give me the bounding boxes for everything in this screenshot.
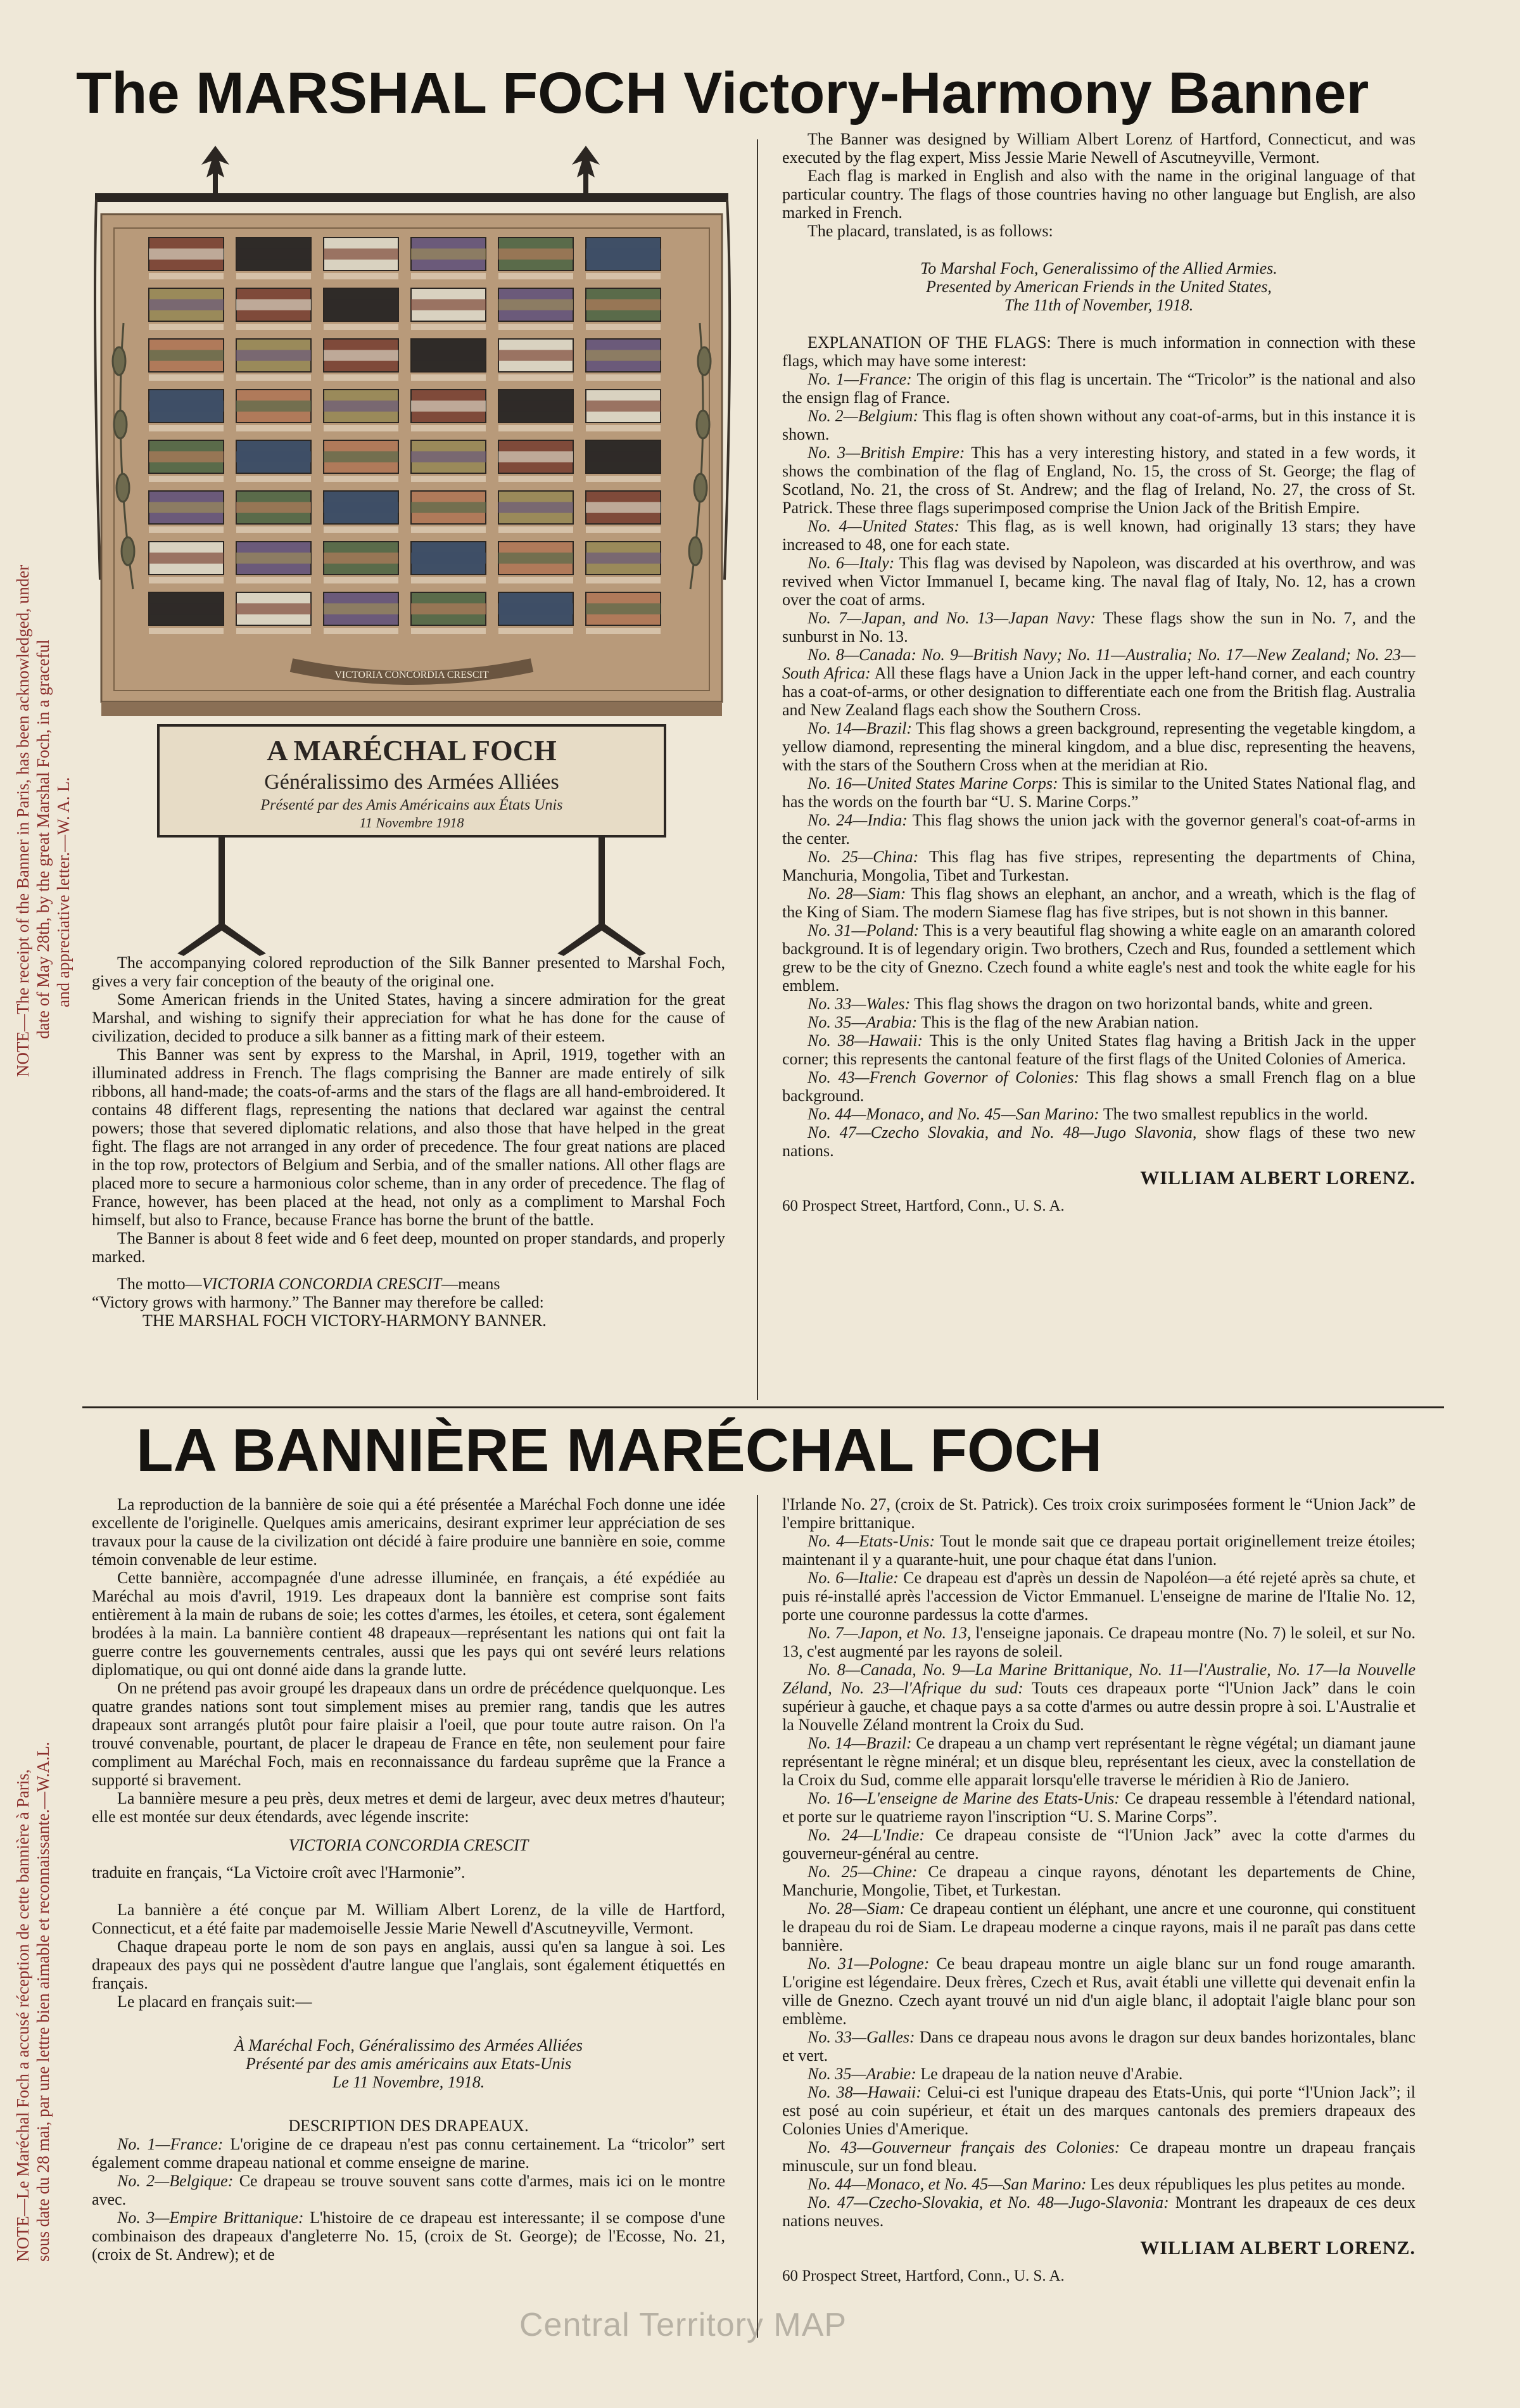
flag-entry-label: No. 16—United States Marine Corps: bbox=[808, 774, 1058, 793]
flag-stripe bbox=[498, 502, 573, 513]
flag-entry bbox=[782, 1734, 1416, 1789]
english-flag-list bbox=[782, 370, 1416, 1160]
flag-label-strip bbox=[324, 628, 398, 634]
flag-label-strip bbox=[586, 628, 661, 634]
flag-stripe bbox=[498, 248, 573, 259]
flag-entry-text: Ce drapeau consiste de “l'Union Jack” avec la cotte d'armes du gouverneur-général au centre. bbox=[782, 1826, 1416, 1863]
flag-label-strip bbox=[498, 425, 573, 431]
flag-entry bbox=[782, 2138, 1416, 2175]
flag-label-strip bbox=[236, 628, 311, 634]
flag-entry bbox=[782, 1863, 1416, 1899]
flag-entry-text: Ce drapeau montre un drapeau français minuscule, sur un fond bleau. bbox=[782, 2138, 1416, 2175]
paragraph: Le placard en français suit:— bbox=[117, 1992, 312, 2011]
flag-label-strip bbox=[236, 425, 311, 431]
flag-entry bbox=[782, 2028, 1416, 2065]
flag-entry bbox=[782, 407, 1416, 443]
flag-entry-label: No. 33—Galles: bbox=[808, 2028, 915, 2046]
flag-entry-text: This flag shows a green background, representing the vegetable kingdom, a yellow diamond, representing the mineral kingdom, and a blue disc, representing the heavens, with the stars of the Southern Cross when at the meridian at Rio. bbox=[782, 719, 1416, 774]
flag-label-strip bbox=[236, 476, 311, 482]
flag-stripe bbox=[324, 603, 398, 614]
flag-entry-text: This flag is often shown without any coat-of-arms, but in this instance it is shown. bbox=[782, 407, 1416, 443]
address: 60 Prospect Street, Hartford, Conn., U. S. A. bbox=[782, 2267, 1065, 2284]
paragraph: La bannière mesure a peu près, deux metres et demi de largeur, avec deux metres d'hauteur; elle est montée sur deux étendards, avec légende inscrite: bbox=[92, 1789, 725, 1826]
flag-entry-text: Tout le monde sait que ce drapeau portait originellement treize étoiles; maintenant il y a quarante-huit, une pour chaque état dans l'union. bbox=[782, 1532, 1416, 1569]
flag-entry-label: No. 43—French Governor of Colonies: bbox=[808, 1068, 1080, 1086]
flag-stripe bbox=[498, 451, 573, 462]
flag-stripe bbox=[498, 400, 573, 411]
flag-label-strip bbox=[586, 324, 661, 330]
paragraph: The Banner was designed by William Albert Lorenz of Hartford, Connecticut, and was executed by the flag expert, Miss Jessie Marie Newell of Ascutneyville, Vermont. bbox=[782, 130, 1416, 167]
flag-entry bbox=[782, 2065, 1416, 2083]
flag-entry bbox=[782, 1068, 1416, 1105]
flag-stripe bbox=[586, 299, 661, 310]
flag-entry-label: No. 2—Belgique: bbox=[117, 2172, 234, 2190]
placard-translation: The 11th of November, 1918. bbox=[1004, 296, 1194, 314]
motto: VICTORIA CONCORDIA CRESCIT bbox=[288, 1836, 529, 1854]
flag-stripe bbox=[236, 451, 311, 462]
flag-stripe bbox=[149, 502, 224, 513]
paragraph: The Banner is about 8 feet wide and 6 feet deep, mounted on proper standards, and properly marked. bbox=[92, 1229, 725, 1266]
flag-entry-label: No. 7—Japan, and No. 13—Japan Navy: bbox=[808, 609, 1096, 627]
flag-entry-label: No. 2—Belgium: bbox=[808, 407, 919, 425]
flag-entry bbox=[782, 1789, 1416, 1826]
flag-label-strip bbox=[586, 476, 661, 482]
eagle-finial-icon bbox=[201, 146, 229, 194]
flag-label-strip bbox=[498, 476, 573, 482]
flag-entry-label: No. 47—Czecho Slovakia, and No. 48—Jugo Slavonia, bbox=[808, 1123, 1197, 1142]
flag-label-strip bbox=[149, 577, 224, 583]
paragraph: Some American friends in the United States, having a sincere admiration for the great Marshal, and wishing to signify their appreciation for what he has done for the cause of civilization, decided to produce a silk banner as a fitting mark of their esteem. bbox=[92, 990, 725, 1045]
placard-translation: Présenté par des amis américains aux Etats-Unis bbox=[245, 2054, 572, 2073]
flag-entry bbox=[782, 719, 1416, 774]
flag-label-strip bbox=[149, 526, 224, 533]
flag-stripe bbox=[498, 299, 573, 310]
paragraph: Cette bannière, accompagnée d'une adresse illuminée, en français, a été expédiée au Maréchal au mois d'avril, 1919. Les drapeaux dont la bannière est comprise sont faits entièrement à la main de rubans de soie; les cottes d'armes, les étoiles, et cetera, sont également brodées à la main. La bannière contient 48 drapeaux—représentant les nations qui ont fait la guerre contre les gouvernements centrales, aussi que les pays qui ont sevéré leurs relations diplomatique, ou qui ont donné aide dans la grande lutte. bbox=[92, 1569, 725, 1679]
banner-illustration bbox=[82, 133, 741, 957]
motto-line: “Victory grows with harmony.” The Banner may therefore be called: bbox=[92, 1293, 544, 1311]
explanation-heading: EXPLANATION OF THE FLAGS: There is much information in connection with these flags, which may have some interest: bbox=[782, 333, 1416, 370]
column-divider bbox=[757, 139, 758, 1400]
flag-label-strip bbox=[586, 374, 661, 381]
french-left-column bbox=[92, 1495, 725, 2264]
english-left-column bbox=[92, 953, 725, 1330]
flag-stripe bbox=[324, 400, 398, 411]
flag-entry-label: No. 16—L'enseigne de Marine des Etats-Unis: bbox=[808, 1789, 1120, 1807]
english-right-column bbox=[782, 130, 1416, 1215]
flag-stripe bbox=[324, 350, 398, 360]
flag-entry bbox=[782, 2083, 1416, 2138]
flag-label-strip bbox=[149, 324, 224, 330]
flag-entry-text: This is the flag of the new Arabian nation. bbox=[921, 1013, 1199, 1031]
flag-label-strip bbox=[411, 628, 486, 634]
flag-stripe bbox=[586, 451, 661, 462]
flag-entry bbox=[782, 1105, 1416, 1123]
flag-label-strip bbox=[236, 577, 311, 583]
flag-entry-label: No. 14—Brazil: bbox=[808, 719, 912, 737]
flag-stripe bbox=[236, 552, 311, 563]
flag-entry bbox=[782, 1013, 1416, 1031]
placard-line: Généralissimo des Armées Alliées bbox=[264, 770, 559, 794]
note-line: NOTE—Le Maréchal Foch a accusé réception de cette bannière à Paris, bbox=[13, 1769, 32, 2262]
section-divider bbox=[82, 1406, 1444, 1408]
flag-entry-text: This has a very interesting history, and stated in a few words, it shows the combination of the flag of England, No. 15, the cross of St. George; the flag of Scotland, No. 21, the cross of St. Andrew; and the flag of Ireland, No. 27, the cross of St. Patrick. These three flags superimposed comprise the Union Jack of the British Empire. bbox=[782, 443, 1416, 517]
flag-entry-text: Touts ces drapeaux porte “l'Union Jack” dans le coin supérieur à gauche, et chaque pays a sa cotte d'armes ou autre dessin propre à soi. L'Australie et la Nouvelle Zéland montrent la Croix du Sud. bbox=[782, 1679, 1416, 1734]
banner-pole bbox=[95, 193, 728, 202]
flag-entry-label: No. 31—Poland: bbox=[808, 921, 920, 940]
flag-stripe bbox=[586, 248, 661, 259]
flag-stripe bbox=[324, 502, 398, 513]
banner-fringe bbox=[101, 702, 722, 716]
paragraph: The placard, translated, is as follows: bbox=[808, 222, 1053, 240]
flag-entry-text: Montrant les drapeaux de ces deux nations neuves. bbox=[782, 2193, 1416, 2230]
flag-stripe bbox=[149, 400, 224, 411]
flag-stripe bbox=[411, 451, 486, 462]
flag-stripe bbox=[149, 603, 224, 614]
flag-stripe bbox=[236, 248, 311, 259]
address: 60 Prospect Street, Hartford, Conn., U. S. A. bbox=[782, 1197, 1065, 1214]
note-line: sous date du 28 mai, par une lettre bien aimable et reconnaissante.—W.A.L. bbox=[34, 1742, 53, 2262]
flag-entry-text: l'enseigne japonais. Ce drapeau montre (No. 7) le soleil, et sur No. 13, c'est augmenté par les rayons de soleil. bbox=[782, 1624, 1416, 1660]
english-margin-note bbox=[13, 565, 73, 1077]
motto-line: THE MARSHAL FOCH VICTORY-HARMONY BANNER. bbox=[142, 1311, 547, 1330]
flag-entry bbox=[782, 848, 1416, 884]
flag-entry-text: This is similar to the United States National flag, and has the words on the fourth bar “U. S. Marine Corps.” bbox=[782, 774, 1416, 811]
flag-label-strip bbox=[324, 374, 398, 381]
signature: WILLIAM ALBERT LORENZ. bbox=[1140, 2238, 1416, 2258]
paragraph: The accompanying colored reproduction of the Silk Banner presented to Marshal Foch, gives a very fair conception of the beauty of the original one. bbox=[92, 953, 725, 990]
flag-entry-label: No. 24—L'Indie: bbox=[808, 1826, 925, 1844]
flag-entry-label: No. 7—Japon, et No. 13, bbox=[808, 1624, 972, 1642]
paragraph: On ne prétend pas avoir groupé les drapeaux dans un ordre de précédence quelquonque. Les quatre grandes nations sont tout simplement mises au premier rang, tandis que les autres drapeaux sont arrangés plutôt pour faire plaisir a l'oeil, que pour toute autre raison. On l'a trouvé convenable, pourtant, de placer le drapeau de France en tête, non seulement pour faire compliment au Maréchal Foch, mais en reconnaissance du fardeau suprême que la France a supporté si bravement. bbox=[92, 1679, 725, 1789]
flag-stripe bbox=[586, 350, 661, 360]
flag-entry-text: L'origine de ce drapeau n'est pas connu certainement. La “tricolor” sert également comme drapeau national et comme enseigne de marine. bbox=[92, 2135, 726, 2172]
french-flag-list bbox=[92, 2135, 725, 2264]
flag-entry-text: Les deux républiques les plus petites au monde. bbox=[1091, 2175, 1405, 2193]
flag-entry-label: No. 14—Brazil: bbox=[808, 1734, 912, 1752]
flag-entry-label: No. 8—Canada: No. 9—British Navy; No. 11—Australia; No. 17—New Zealand; No. 23—South Africa: bbox=[782, 646, 1416, 682]
motto-band-text: VICTORIA CONCORDIA CRESCIT bbox=[334, 670, 489, 680]
flag-entry-label: No. 43—Gouverneur français des Colonies: bbox=[808, 2138, 1120, 2156]
flag-entry bbox=[782, 1569, 1416, 1624]
english-title: The MARSHAL FOCH Victory-Harmony Banner bbox=[76, 61, 1369, 125]
flag-entry bbox=[782, 517, 1416, 554]
flag-entry-text: Ce drapeau se trouve souvent sans cotte d'armes, mais ici on le montre avec. bbox=[92, 2172, 725, 2208]
flag-entry-text: Ce drapeau a cinque rayons, dénotant les departements de Chine, Manchurie, Mongolie, Tibet, et Turkestan. bbox=[782, 1863, 1416, 1899]
flag-entry-text: Ce beau drapeau montre un aigle blanc sur un fond rouge amaranth. L'origine est légendaire. Deux frères, Czech et Rus, avait établi une villette qui devenait enfin la ville de Gnezno. Czech ayant trouvé un nid d'un aigle blanc, il adoptait l'aigle blanc pour son emblème. bbox=[782, 1954, 1416, 2028]
flag-label-strip bbox=[498, 273, 573, 279]
description-heading: DESCRIPTION DES DRAPEAUX. bbox=[288, 2117, 529, 2135]
flag-entry bbox=[782, 884, 1416, 921]
flag-stripe bbox=[149, 552, 224, 563]
flag-label-strip bbox=[498, 324, 573, 330]
flag-entry bbox=[782, 2193, 1416, 2230]
french-flag-list bbox=[782, 1532, 1416, 2230]
flag-entry bbox=[782, 1123, 1416, 1160]
flag-entry-label: No. 47—Czecho-Slovakia, et No. 48—Jugo-Slavonia: bbox=[808, 2193, 1169, 2212]
french-title: LA BANNIÈRE MARÉCHAL FOCH bbox=[136, 1417, 1103, 1484]
flag-label-strip bbox=[324, 324, 398, 330]
eagle-finial-icon bbox=[572, 146, 600, 194]
flag-stripe bbox=[324, 299, 398, 310]
flag-entry-label: No. 4—United States: bbox=[808, 517, 960, 535]
flag-label-strip bbox=[324, 577, 398, 583]
flag-stripe bbox=[324, 552, 398, 563]
flag-entry-text: This flag shows an elephant, an anchor, and a wreath, which is the flag of the King of Siam. The modern Siamese flag has five stripes, but is not shown in this banner. bbox=[782, 884, 1416, 921]
flag-label-strip bbox=[236, 526, 311, 533]
flag-label-strip bbox=[411, 526, 486, 533]
note-line: and appreciative letter.—W. A. L. bbox=[54, 777, 73, 1007]
flag-entry-text: Ce drapeau a un champ vert représentant le règne végétal; un diamant jaune représentant le règne minéral; et un disque bleu, représentant les cieux, avec la constellation de la Croix du Sud, comme elle apparait lorsqu'elle traverse le méridien à Rio de Janiero. bbox=[782, 1734, 1416, 1789]
flag-label-strip bbox=[324, 526, 398, 533]
flag-entry-text: This flag shows the dragon on two horizontal bands, white and green. bbox=[914, 995, 1373, 1013]
motto-line: The motto—VICTORIA CONCORDIA CRESCIT—means bbox=[117, 1275, 500, 1293]
paragraph: La reproduction de la bannière de soie qui a été présentée a Maréchal Foch donne une idée excellente de l'originelle. Quelques amis americains, desirant exprimer leur appréciation de ses travaux pour la cause de la civilization ont décidé à faire produire une bannière en soie, comme témoin convenable de leur estime. bbox=[92, 1495, 725, 1569]
flag-entry bbox=[92, 2135, 725, 2172]
flag-label-strip bbox=[324, 425, 398, 431]
flag-label-strip bbox=[586, 425, 661, 431]
paragraph: Each flag is marked in English and also with the name in the original language of that particular country. The flags of those countries having no other language but English, are also marked in French. bbox=[782, 167, 1416, 222]
flag-entry-label: No. 44—Monaco, et No. 45—San Marino: bbox=[808, 2175, 1087, 2193]
flag-stripe bbox=[236, 400, 311, 411]
flag-entry-text: Ce drapeau est d'après un dessin de Napoléon—a été rejeté après sa chute, et puis ré-installé après l'accession de Victor Emmanuel. L'enseigne de marine de l'Italie No. 12, porte une couronne pardessus la cotte d'armes. bbox=[782, 1569, 1416, 1624]
flag-entry-text: The origin of this flag is uncertain. The “Tricolor” is the national and also the ensign flag of France. bbox=[782, 370, 1416, 407]
paragraph: Chaque drapeau porte le nom de son pays en anglais, aussi qu'en sa langue à soi. Les drapeaux des pays qui ne possèdent d'autre langue que l'anglais, sont également étiquettés en français. bbox=[92, 1937, 725, 1992]
flag-label-strip bbox=[149, 628, 224, 634]
motto-translation: traduite en français, “La Victoire croît avec l'Harmonie”. bbox=[92, 1863, 466, 1882]
paragraph: l'Irlande No. 27, (croix de St. Patrick). Ces troix croix surimposées forment le “Union Jack” de l'empire brittanique. bbox=[782, 1495, 1416, 1532]
note-line: date of May 28th, by the great Marshal Foch, in a graceful bbox=[34, 639, 53, 1039]
flag-label-strip bbox=[498, 526, 573, 533]
flag-entry-label: No. 33—Wales: bbox=[808, 995, 911, 1013]
flag-entry-text: L'histoire de ce drapeau est interessante; il se compose d'une combinaison des drapeaux d'angleterre No. 15, (croix de St. George); de l'Ecosse, No. 21, (croix de St. Andrew); et de bbox=[92, 2208, 725, 2264]
flag-entry-label: No. 8—Canada, No. 9—La Marine Brittanique, No. 11—l'Australie, No. 17—la Nouvelle Zéland, No. 23—l'Afrique du sud: bbox=[782, 1660, 1416, 1697]
placard-translation: À Maréchal Foch, Généralissimo des Armées Alliées bbox=[234, 2036, 583, 2054]
flag-entry-label: No. 44—Monaco, and No. 45—San Marino: bbox=[808, 1105, 1099, 1123]
flag-label-strip bbox=[149, 374, 224, 381]
flag-entry bbox=[782, 1532, 1416, 1569]
flag-label-strip bbox=[149, 476, 224, 482]
flag-entry-label: No. 38—Hawaii: bbox=[808, 2083, 922, 2101]
flag-label-strip bbox=[324, 273, 398, 279]
flag-label-strip bbox=[498, 374, 573, 381]
flag-stripe bbox=[411, 350, 486, 360]
flag-entry bbox=[782, 811, 1416, 848]
placard-translation: To Marshal Foch, Generalissimo of the Allied Armies. bbox=[920, 259, 1277, 277]
placard-line: Présenté par des Amis Américains aux États Unis bbox=[260, 797, 563, 813]
flag-entry-text: All these flags have a Union Jack in the upper left-hand corner, and each country has a coat-of-arms, or other designation to differentiate each one from the British flag. Australia and New Zealand flags each show the Southern Cross. bbox=[782, 664, 1416, 719]
flag-entry-text: This flag, as is well known, had originally 13 stars; they have increased to 48, one for each state. bbox=[782, 517, 1416, 554]
flag-label-strip bbox=[411, 476, 486, 482]
flag-entry bbox=[782, 995, 1416, 1013]
flag-label-strip bbox=[411, 324, 486, 330]
note-line: NOTE—The receipt of the Banner in Paris, has been acknowledged, under bbox=[13, 564, 32, 1077]
flag-entry bbox=[782, 1954, 1416, 2028]
flag-entry-text: Celui-ci est l'unique drapeau des Etats-Unis, qui porte “l'Union Jack”; il est posé au coin supérieur, et était un des marques cantonals des premiers drapeaux des Colonies Unies d'Amerique. bbox=[782, 2083, 1416, 2138]
flag-entry-text: Dans ce drapeau nous avons le dragon sur deux bandes horizontales, blanc et vert. bbox=[782, 2028, 1416, 2065]
flag-entry-label: No. 1—France: bbox=[808, 370, 912, 388]
banner-standards bbox=[177, 836, 646, 956]
french-margin-note bbox=[13, 1742, 53, 2262]
paragraph: La bannière a été conçue par M. William Albert Lorenz, de la ville de Hartford, Connecticut, et a été faite par mademoiselle Jessie Marie Newell d'Ascutneyville, Vermont. bbox=[92, 1901, 725, 1937]
flag-stripe bbox=[586, 400, 661, 411]
flag-stripe bbox=[324, 248, 398, 259]
flag-entry-label: No. 38—Hawaii: bbox=[808, 1031, 923, 1050]
flag-entry-text: The two smallest republics in the world. bbox=[1103, 1105, 1368, 1123]
flag-entry bbox=[782, 1031, 1416, 1068]
flag-entry bbox=[782, 443, 1416, 517]
flag-label-strip bbox=[149, 273, 224, 279]
placard-line: 11 Novembre 1918 bbox=[359, 815, 464, 831]
flag-entry-text: This flag has five stripes, representing the departments of China, Manchuria, Mongolia, Tibet and Turkestan. bbox=[782, 848, 1416, 884]
flag-entry-label: No. 28—Siam: bbox=[808, 1899, 906, 1918]
flag-entry bbox=[782, 1624, 1416, 1660]
flag-entry-text: This flag was devised by Napoleon, was discarded at his overthrow, and was revived when Victor Immanuel I, became king. The naval flag of Italy, No. 12, has a crown over the coat of arms. bbox=[782, 554, 1416, 609]
flag-stripe bbox=[498, 603, 573, 614]
placard-translation: Le 11 Novembre, 1918. bbox=[332, 2073, 485, 2091]
flag-entry-label: No. 35—Arabie: bbox=[808, 2065, 916, 2083]
french-right-column bbox=[782, 1495, 1416, 2285]
flag-stripe bbox=[586, 603, 661, 614]
flag-entry-text: show flags of these two new nations. bbox=[782, 1123, 1416, 1160]
column-divider bbox=[757, 1495, 758, 2338]
flag-stripe bbox=[149, 350, 224, 360]
flag-entry-label: No. 3—Empire Brittanique: bbox=[117, 2208, 304, 2227]
signature: WILLIAM ALBERT LORENZ. bbox=[1140, 1168, 1416, 1188]
flag-stripe bbox=[411, 603, 486, 614]
flag-stripe bbox=[586, 502, 661, 513]
flag-entry bbox=[782, 1660, 1416, 1734]
flag-entry-label: No. 24—India: bbox=[808, 811, 908, 829]
flag-entry-label: No. 6—Italy: bbox=[808, 554, 895, 572]
flag-stripe bbox=[236, 603, 311, 614]
flag-label-strip bbox=[498, 577, 573, 583]
flag-entry-text: This flag shows a small French flag on a blue background. bbox=[782, 1068, 1416, 1105]
flag-entry bbox=[782, 609, 1416, 646]
flag-label-strip bbox=[586, 577, 661, 583]
flag-entry-label: No. 1—France: bbox=[117, 2135, 224, 2153]
flag-entry bbox=[782, 370, 1416, 407]
flag-entry bbox=[782, 774, 1416, 811]
flag-label-strip bbox=[498, 628, 573, 634]
flag-stripe bbox=[324, 451, 398, 462]
flag-label-strip bbox=[411, 374, 486, 381]
flag-stripe bbox=[149, 248, 224, 259]
flag-entry bbox=[782, 1899, 1416, 1954]
flag-label-strip bbox=[411, 577, 486, 583]
flag-entry-label: No. 4—Etats-Unis: bbox=[808, 1532, 935, 1550]
flag-entry-label: No. 25—China: bbox=[808, 848, 919, 866]
flag-entry bbox=[782, 921, 1416, 995]
flag-entry-label: No. 31—Pologne: bbox=[808, 1954, 930, 1973]
flag-stripe bbox=[586, 552, 661, 563]
flag-entry-label: No. 3—British Empire: bbox=[808, 443, 965, 462]
flag-entry bbox=[782, 554, 1416, 609]
flag-label-strip bbox=[324, 476, 398, 482]
flag-stripe bbox=[149, 299, 224, 310]
flag-stripe bbox=[411, 299, 486, 310]
flag-stripe bbox=[498, 350, 573, 360]
flag-entry-text: Ce drapeau contient un éléphant, une ancre et une couronne, qui constituent le drapeau du roi de Siam. Le drapeau moderne a cinque rayons, mais il ne paraît pas dans cette bannière. bbox=[782, 1899, 1416, 1954]
flag-entry-text: These flags show the sun in No. 7, and the sunburst in No. 13. bbox=[782, 609, 1416, 646]
flag-entry-text: This flag shows the union jack with the governor general's coat-of-arms in the center. bbox=[782, 811, 1416, 848]
flag-label-strip bbox=[236, 273, 311, 279]
flag-stripe bbox=[411, 552, 486, 563]
flag-label-strip bbox=[586, 526, 661, 533]
flag-entry-text: Le drapeau de la nation neuve d'Arabie. bbox=[920, 2065, 1183, 2083]
flag-label-strip bbox=[236, 374, 311, 381]
watermark: Central Territory MAP bbox=[519, 2307, 847, 2343]
flag-stripe bbox=[236, 299, 311, 310]
flag-label-strip bbox=[236, 324, 311, 330]
flag-entry-label: No. 35—Arabia: bbox=[808, 1013, 918, 1031]
flag-label-strip bbox=[411, 425, 486, 431]
paragraph: This Banner was sent by express to the Marshal, in April, 1919, together with an illuminated address in French. The flags comprising the Banner are made entirely of silk ribbons, all hand-made; the coats-of-arms and the stars of the flags are all hand-embroidered. It contains 48 different flags, representing the nations that declared war against the central powers; those that severed diplomatic relations, and also those that have helped in the great fight. The flags are not arranged in any order of precedence. The four great nations are placed in the top row, protectors of Belgium and Serbia, and of the smaller nations. All other flags are placed more to secure a harmonious color scheme, than in any order of precedence. The flag of France, however, has been placed at the head, not only as a compliment to Marshal Foch himself, but also to France, because France has borne the brunt of the battle. bbox=[92, 1045, 725, 1229]
flag-entry-label: No. 28—Siam: bbox=[808, 884, 906, 903]
flag-entry-label: No. 6—Italie: bbox=[808, 1569, 899, 1587]
flag-entry-label: No. 25—Chine: bbox=[808, 1863, 918, 1881]
flag-entry bbox=[782, 646, 1416, 719]
flag-entry bbox=[782, 1826, 1416, 1863]
flag-entry bbox=[92, 2208, 725, 2264]
flag-entry bbox=[92, 2172, 725, 2208]
flag-entry-text: Ce drapeau ressemble à l'étendard national, et porte sur le quatrieme rayon l'inscription “U. S. Marine Corps”. bbox=[782, 1789, 1416, 1826]
flag-entry bbox=[782, 2175, 1416, 2193]
flag-label-strip bbox=[411, 273, 486, 279]
flag-stripe bbox=[149, 451, 224, 462]
flag-stripe bbox=[411, 502, 486, 513]
flag-stripe bbox=[498, 552, 573, 563]
flag-stripe bbox=[236, 350, 311, 360]
flag-stripe bbox=[411, 400, 486, 411]
flag-entry-text: This is the only United States flag having a British Jack in the upper corner; this represents the cantonal feature of the first flags of the United Colonies of America. bbox=[782, 1031, 1416, 1068]
flag-label-strip bbox=[149, 425, 224, 431]
placard-translation: Presented by American Friends in the United States, bbox=[926, 277, 1272, 296]
placard-line: A MARÉCHAL FOCH bbox=[267, 734, 557, 767]
flag-stripe bbox=[236, 502, 311, 513]
flag-entry-text: This is a very beautiful flag showing a white eagle on an amaranth colored background. It is of legendary origin. Two brothers, Czech and Rus, founded a settlement which grew to be the city of Gnezno. Czech found a white eagle's nest and took the white eagle for his emblem. bbox=[782, 921, 1416, 995]
flag-stripe bbox=[411, 248, 486, 259]
flag-label-strip bbox=[586, 273, 661, 279]
